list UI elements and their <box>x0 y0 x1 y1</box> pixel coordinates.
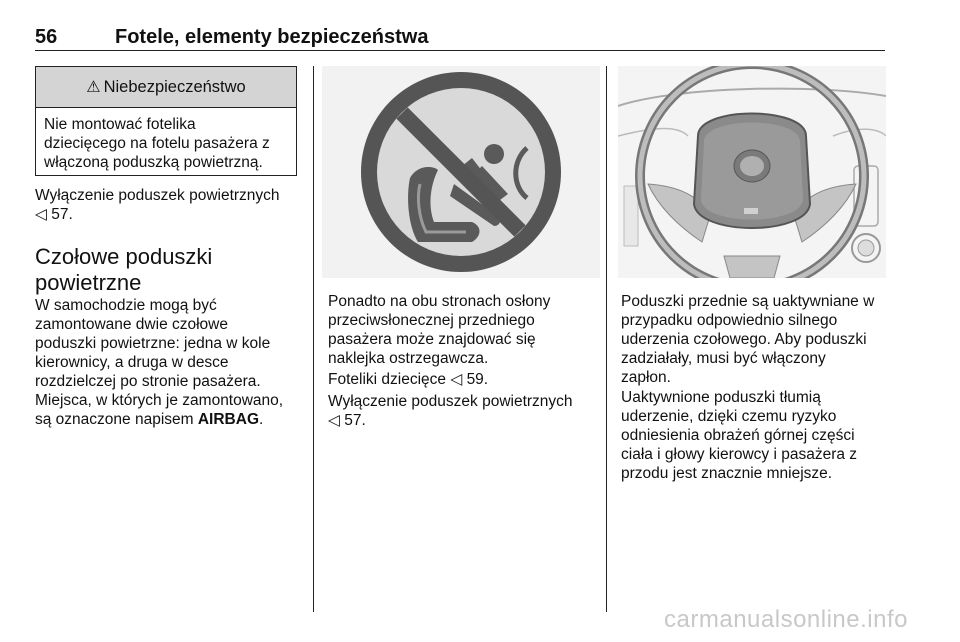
paragraph-line: zadziałały, musi być włączony <box>621 350 826 367</box>
reference-arrow-icon: ◁ <box>450 371 463 388</box>
paragraph-line: kierownicy, a druga w desce <box>35 354 229 371</box>
airbag-label: AIRBAG <box>197 411 259 428</box>
airbag-protection-paragraph <box>621 388 891 483</box>
airbag-activation-paragraph <box>621 292 891 387</box>
warning-body <box>36 108 296 179</box>
warning-header <box>36 67 296 108</box>
paragraph-line: Ponadto na obu stronach osłony <box>328 293 551 310</box>
watermark: carmanualsonline.info <box>664 606 908 633</box>
child-seats-reference[interactable] <box>328 370 603 389</box>
paragraph-line: przeciwsłonecznej przedniego <box>328 312 535 329</box>
reference-text: Foteliki dziecięce <box>328 371 451 388</box>
paragraph-line: Poduszki przednie są uaktywniane w <box>621 293 875 310</box>
warning-triangle-icon: ⚠ <box>86 79 101 96</box>
column-divider <box>606 66 607 612</box>
warning-box <box>35 66 297 176</box>
paragraph-line <box>35 410 307 429</box>
paragraph-line: Miejsca, w których je zamontowano, <box>35 392 284 409</box>
paragraph-text: . <box>259 411 264 428</box>
section-heading <box>35 244 305 296</box>
paragraph-line: odniesienia obrażeń górnej części <box>621 427 855 444</box>
reference-page: 57. <box>344 412 366 429</box>
page-header <box>35 24 885 51</box>
airbag-deactivation-reference <box>35 186 305 224</box>
reference-text: Wyłączenie poduszek powietrznych <box>328 393 573 410</box>
no-child-seat-sign <box>322 66 600 278</box>
warning-sticker-paragraph <box>328 292 603 368</box>
column-divider <box>313 66 314 612</box>
paragraph-line: W samochodzie mogą być <box>35 297 217 314</box>
paragraph-line: poduszki powietrzne: jedna w kole <box>35 335 271 352</box>
paragraph-line: zamontowane dwie czołowe <box>35 316 228 333</box>
reference-link[interactable] <box>35 205 305 224</box>
paragraph-line: uderzenia czołowego. Aby poduszki <box>621 331 867 348</box>
paragraph-text: są oznaczone napisem <box>35 411 198 428</box>
reference-arrow-icon: ◁ <box>328 412 340 429</box>
steering-wheel-airbag-illustration <box>618 66 886 278</box>
reference-link[interactable] <box>328 411 603 430</box>
paragraph-line: przypadku odpowiednio silnego <box>621 312 838 329</box>
page-number: 56 <box>35 26 58 48</box>
paragraph-line: naklejka ostrzegawcza. <box>328 350 489 367</box>
warning-title: Niebezpieczeństwo <box>103 77 246 96</box>
chapter-title: Fotele, elementy bezpieczeństwa <box>115 26 429 48</box>
paragraph-line: przodu jest znacznie mniejsze. <box>621 465 833 482</box>
warning-line: Nie montować fotelika <box>44 116 196 133</box>
reference-text: Wyłączenie poduszek powietrznych <box>35 187 280 204</box>
paragraph-line: rozdzielczej po stronie pasażera. <box>35 373 261 390</box>
paragraph-line: pasażera może znajdować się <box>328 331 536 348</box>
paragraph-line: ciała i głowy kierowcy i pasażera z <box>621 446 858 463</box>
reference-page: 59. <box>466 371 489 388</box>
paragraph-line: zapłon. <box>621 369 671 386</box>
paragraph-line: Uaktywnione poduszki tłumią <box>621 389 821 406</box>
warning-line: włączoną poduszką powietrzną. <box>44 154 263 171</box>
heading-line: powietrzne <box>35 270 142 295</box>
paragraph-line: uderzenie, dzięki czemu ryzyko <box>621 408 837 425</box>
warning-line: dziecięcego na fotelu pasażera z <box>44 135 270 152</box>
airbag-deactivation-reference-2 <box>328 392 603 430</box>
heading-line: Czołowe poduszki <box>35 244 213 269</box>
frontal-airbags-paragraph <box>35 296 307 429</box>
reference-page: 57. <box>51 206 73 223</box>
reference-arrow-icon: ◁ <box>35 206 47 223</box>
